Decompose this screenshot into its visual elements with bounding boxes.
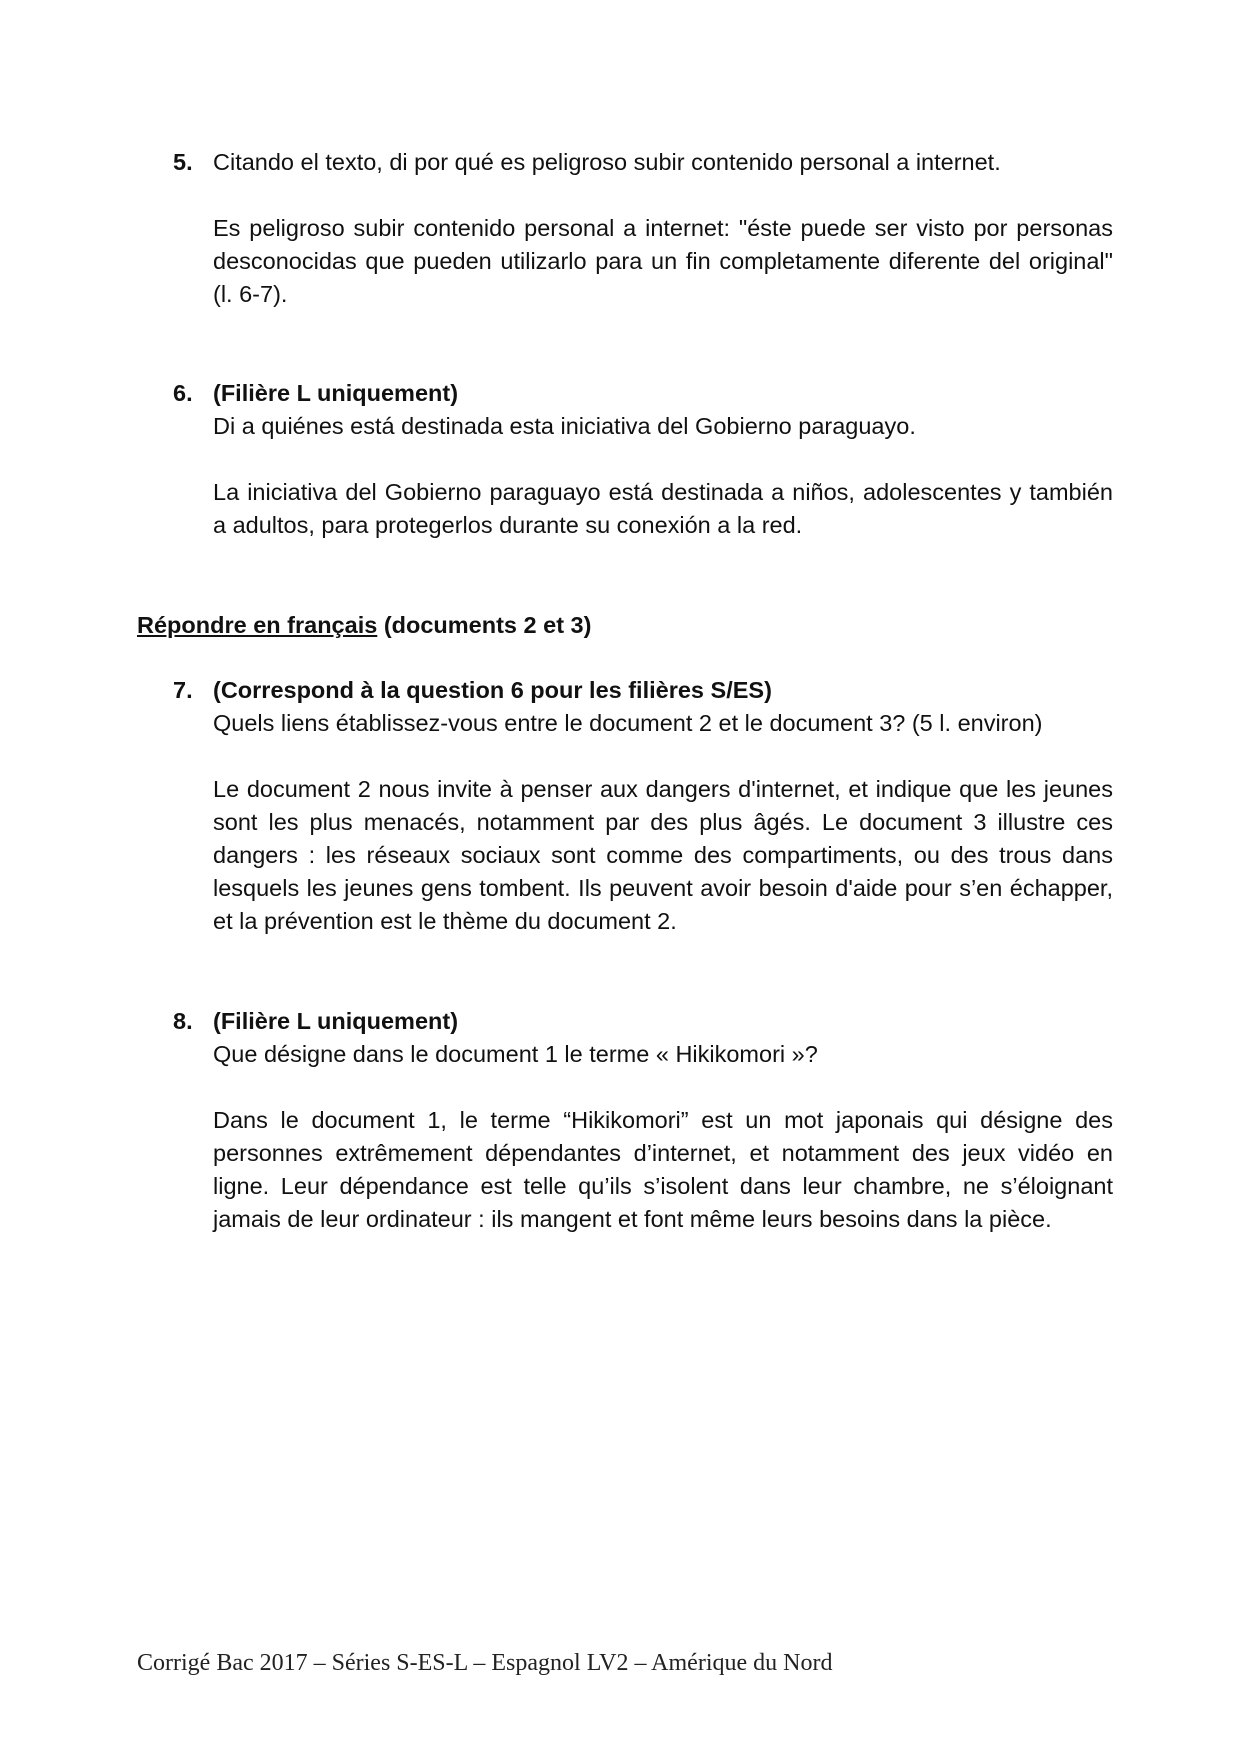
- answer-text: Le document 2 nous invite à penser aux dangers d'internet, et indique que les jeunes sont les plus menacés, notamment par des plus âgés. Le document 3 illustre ces dangers : les réseaux sociaux sont comme des compartiments, ou des trous dans lesquels les jeunes gens tombent. Ils peuvent avoir besoin d'aide pour s’en échapper, et la prévention est le thème du document 2.: [213, 776, 1113, 934]
- question-heading: (Filière L uniquement): [213, 1008, 459, 1034]
- section-heading-rest: (documents 2 et 3): [377, 612, 592, 638]
- question-8: [173, 1005, 1113, 1236]
- question-prompt: Citando el texto, di por qué es peligroso subir contenido personal a internet.: [213, 149, 1001, 175]
- answer-text: Es peligroso subir contenido personal a internet: "éste puede ser visto por personas desconocidas que pueden utilizarlo para un fin completamente diferente del original" (l. 6-7).: [213, 215, 1113, 307]
- question-number: 6.: [173, 380, 193, 406]
- question-heading: (Correspond à la question 6 pour les filières S/ES): [213, 677, 772, 703]
- question-heading: (Filière L uniquement): [213, 380, 459, 406]
- answer-text: La iniciativa del Gobierno paraguayo está destinada a niños, adolescentes y también a adultos, para protegerlos durante su conexión a la red.: [213, 479, 1113, 538]
- question-number: 5.: [173, 149, 193, 175]
- question-number: 8.: [173, 1008, 193, 1034]
- question-number: 7.: [173, 677, 193, 703]
- question-7: [173, 674, 1113, 938]
- page-footer: Corrigé Bac 2017 – Séries S-ES-L – Espagnol LV2 – Amérique du Nord: [137, 1650, 833, 1676]
- question-5: [173, 146, 1113, 311]
- answer-text: Dans le document 1, le terme “Hikikomori” est un mot japonais qui désigne des personnes extrêmement dépendantes d’internet, et notamment des jeux vidéo en ligne. Leur dépendance est telle qu’ils s’isolent dans leur chambre, ne s’éloignant jamais de leur ordinateur : ils mangent et font même leurs besoins dans la pièce.: [213, 1107, 1113, 1232]
- question-prompt: Que désigne dans le document 1 le terme « Hikikomori »?: [213, 1041, 818, 1067]
- question-prompt: Quels liens établissez-vous entre le document 2 et le document 3? (5 l. environ): [213, 710, 1043, 736]
- question-6: [173, 377, 1113, 542]
- section-heading: [137, 609, 591, 642]
- question-prompt: Di a quiénes está destinada esta iniciativa del Gobierno paraguayo.: [213, 413, 916, 439]
- section-heading-underlined: Répondre en français: [137, 612, 378, 638]
